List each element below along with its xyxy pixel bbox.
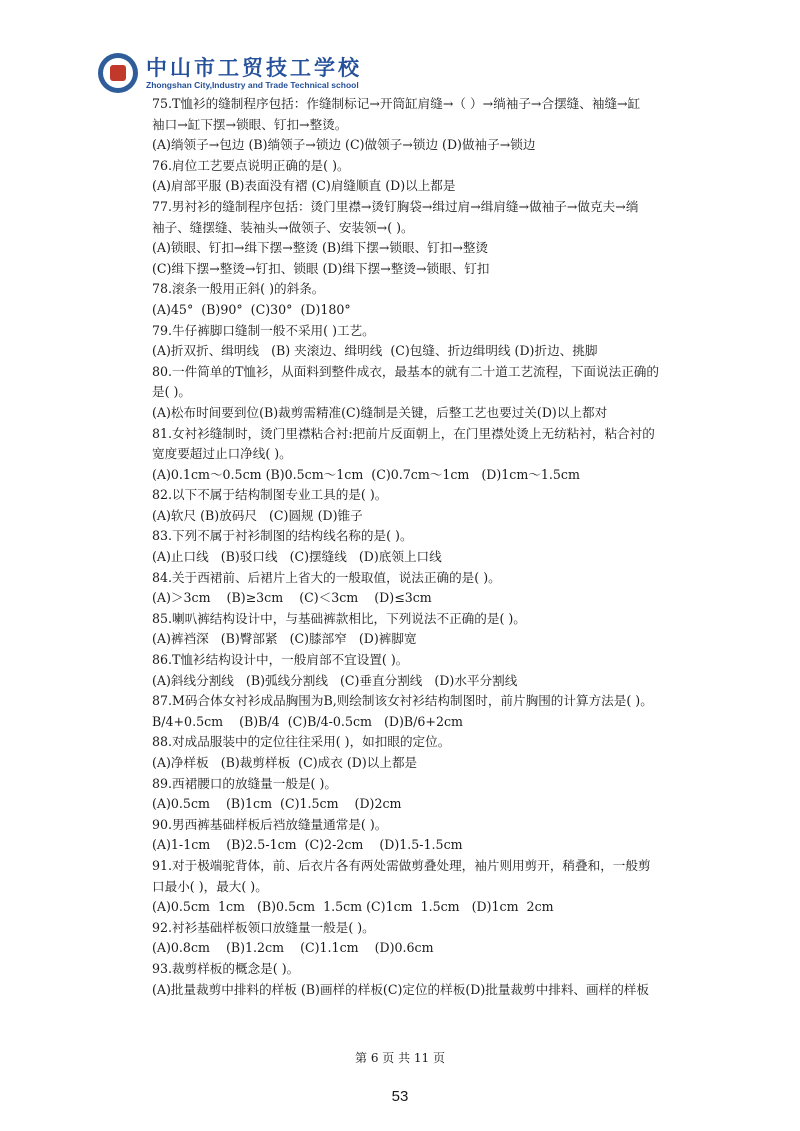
- school-header: [98, 52, 362, 94]
- text-line: 88.对成品服装中的定位往往采用( )，如扣眼的定位。: [152, 734, 451, 750]
- text-line: (A)裤裆深 (B)臀部紧 (C)膝部窄 (D)裤脚宽: [152, 631, 417, 647]
- text-line: 78.滚条一般用正斜( )的斜条。: [152, 281, 325, 297]
- text-line: 是( )。: [152, 384, 192, 400]
- text-line: 袖口→缸下摆→锁眼、钉扣→整烫。: [152, 116, 348, 132]
- text-line: 90.男西裤基础样板后裆放缝量通常是( )。: [152, 816, 388, 832]
- text-line: 89.西裙腰口的放缝量一般是( )。: [152, 775, 337, 791]
- text-line: 85.喇叭裤结构设计中，与基础裤款相比，下列说法不正确的是( )。: [152, 610, 526, 626]
- text-line: (A)1-1cm (B)2.5-1cm (C)2-2cm (D)1.5-1.5cm: [152, 837, 463, 853]
- text-line: B/4+0.5cm (B)B/4 (C)B/4-0.5cm (D)B/6+2cm: [152, 713, 463, 729]
- text-line: 93.裁剪样板的概念是( )。: [152, 960, 300, 976]
- text-line: 87.M码合体女衬衫成品胸围为B,则绘制该女衬衫结构制图时，前片胸围的计算方法是( )。: [152, 693, 653, 709]
- text-line: 79.牛仔裤脚口缝制一般不采用( )工艺。: [152, 322, 375, 338]
- question-text: [152, 94, 724, 1000]
- text-line: (A)锁眼、钉扣→缉下摆→整烫 (B)缉下摆→锁眼、钉扣→整烫: [152, 240, 489, 256]
- text-line: 袖子、缝摆缝、装袖头→做领子、安装领→( )。: [152, 219, 414, 235]
- text-line: 口最小( )，最大( )。: [152, 878, 268, 894]
- text-line: (A)0.8cm (B)1.2cm (C)1.1cm (D)0.6cm: [152, 940, 434, 956]
- text-line: (A)肩部平服 (B)表面没有褶 (C)肩缝顺直 (D)以上都是: [152, 178, 456, 194]
- school-name-en: Zhongshan City,Industry and Trade Technical school: [146, 79, 359, 90]
- text-line: (A)45° (B)90° (C)30° (D)180°: [152, 301, 351, 317]
- school-name: [146, 56, 362, 91]
- text-line: 82.以下不属于结构制图专业工具的是( )。: [152, 487, 388, 503]
- text-line: 75.T恤衫的缝制程序包括：作缝制标记→开筒缸肩缝→（ ）→绱袖子→合摆缝、袖缝→缸: [152, 96, 641, 111]
- page-number: 53: [391, 1088, 409, 1105]
- text-line: (A)止口线 (B)驳口线 (C)摆缝线 (D)底领上口线: [152, 549, 442, 565]
- text-line: 宽度要超过止口净线( )。: [152, 446, 292, 462]
- text-line: (A)松布时间要到位(B)裁剪需精准(C)缝制是关键，后整工艺也要过关(D)以上都对: [152, 404, 608, 420]
- text-line: 92.衬衫基础样板领口放缝量一般是( )。: [152, 919, 375, 935]
- school-name-cn: 中山市工贸技工学校: [146, 54, 362, 80]
- text-line: (A)绱领子→包边 (B)绱领子→锁边 (C)做领子→锁边 (D)做袖子→锁边: [152, 137, 536, 153]
- text-line: 91.对于极端驼背体，前、后衣片各有两处需做剪叠处理，袖片则用剪开，稍叠和，一般剪: [152, 857, 651, 873]
- text-line: 84.关于西裙前、后裙片上省大的一般取值，说法正确的是( )。: [152, 569, 501, 585]
- text-line: (A)斜线分割线 (B)弧线分割线 (C)垂直分割线 (D)水平分割线: [152, 672, 518, 688]
- text-line: (C)缉下摆→整烫→钉扣、锁眼 (D)缉下摆→整烫→锁眼、钉扣: [152, 260, 490, 276]
- text-line: 77.男衬衫的缝制程序包括：烫门里襟→烫钉胸袋→缉过肩→缉肩缝→做袖子→做克夫→绱: [152, 198, 639, 214]
- text-line: 86.T恤衫结构设计中，一般肩部不宜设置( )。: [152, 652, 409, 668]
- text-line: (A)折双折、缉明线 (B) 夹滚边、缉明线 (C)包缝、折边缉明线 (D)折边、挑脚: [152, 343, 598, 359]
- text-line: (A)净样板 (B)裁剪样板 (C)成衣 (D)以上都是: [152, 755, 418, 770]
- text-line: 83.下列不属于衬衫制图的结构线名称的是( )。: [152, 528, 413, 544]
- text-line: (A)软尺 (B)放码尺 (C)圆规 (D)锥子: [152, 507, 363, 523]
- text-line: 81.女衬衫缝制时，烫门里襟粘合衬:把前片反面朝上，在门里襟处烫上无纺粘衬，粘合衬的: [152, 425, 655, 441]
- text-line: 76.肩位工艺要点说明正确的是( )。: [152, 157, 350, 173]
- text-line: (A)批量裁剪中排料的样板 (B)画样的样板(C)定位的样板(D)批量裁剪中排料、画样的样板: [152, 981, 649, 997]
- school-logo-icon: [98, 53, 138, 93]
- text-line: (A)0.5cm (B)1cm (C)1.5cm (D)2cm: [152, 796, 402, 812]
- text-line: (A)0.5cm 1cm (B)0.5cm 1.5cm (C)1cm 1.5cm (D)1cm 2cm: [152, 899, 554, 915]
- text-line: (A)＞3cm (B)≥3cm (C)＜3cm (D)≤3cm: [152, 590, 432, 606]
- text-line: 80.一件简单的T恤衫，从面料到整件成衣，最基本的就有二十道工艺流程，下面说法正确的: [152, 363, 659, 379]
- page-info: 第 6 页 共 11 页: [355, 1051, 445, 1065]
- text-line: (A)0.1cm～0.5cm (B)0.5cm～1cm (C)0.7cm～1cm (D)1cm～1.5cm: [152, 466, 580, 482]
